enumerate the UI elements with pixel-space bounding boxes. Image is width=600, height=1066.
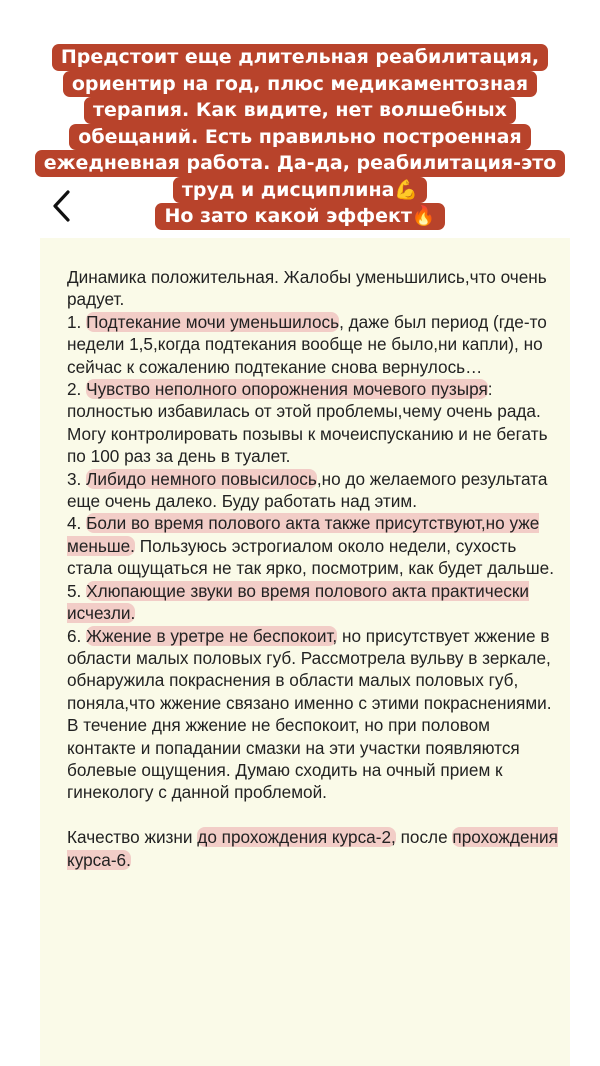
item-text: Пользуюсь эстрогиалом около недели, сухость стала ощущаться не так ярко, посмотрим, как будет дальше.: [67, 535, 555, 579]
item-number: 5.: [67, 580, 87, 601]
highlighted-text: Либидо немного повысилось: [86, 468, 317, 489]
caption-line: ежедневная работа. Да-да, реабилитация-это: [35, 150, 566, 177]
highlighted-text: Жжение в уретре не беспокоит,: [86, 625, 338, 646]
complaint-item-2: [67, 378, 559, 468]
highlighted-text: Хлюпающие звуки во время полового акта практически исчезли.: [67, 580, 529, 624]
highlighted-text: Боли во время полового акта также присутствуют,но уже меньше.: [67, 513, 540, 556]
caption-line: Предстоит еще длительная реабилитация,: [52, 44, 548, 71]
paragraph-gap: [67, 804, 559, 826]
item-number: 1.: [67, 311, 87, 332]
message-intro: Динамика положительная. Жалобы уменьшились,что очень радует.: [67, 267, 547, 310]
item-number: 6.: [67, 625, 87, 646]
caption-line: обещаний. Есть правильно построенная: [69, 124, 530, 151]
item-text: , даже был период (где-то недели 1,5,когда подтекания вообще не было,ни капли), но сейчас к сожалению подтекание снова вернулось…: [67, 311, 547, 377]
complaint-item-4: [67, 512, 559, 579]
message-text: [67, 266, 559, 871]
story-caption: [0, 44, 600, 230]
complaint-item-5: [67, 580, 559, 625]
complaint-item-3: [67, 468, 559, 513]
item-text: : полностью избавилась от этой проблемы,чему очень рада. Могу контролировать позывы к мочеиспусканию и не бегать по 100 раз за день в туалет.: [67, 379, 548, 467]
caption-line: ориентир на год, плюс медикаментозная: [63, 71, 537, 98]
item-text: но присутствует жжение в области малых половых губ. Рассмотрела вульву в зеркале, обнаружила покраснения в области малых половых губ, поняла,что жжение связано именно с этими покраснениями. В течение дня жжение не беспокоит, но при половом контакте и попадании смазки на эти участки появляются болевые ощущения. Думаю сходить на очный прием к гинекологу с данной проблемой.: [67, 625, 552, 803]
highlighted-text: Подтекание мочи уменьшилось: [86, 311, 340, 332]
item-number: 3.: [67, 468, 87, 489]
quality-text: Качество жизни: [67, 827, 198, 848]
item-text: ,но до желаемого результата еще очень далеко. Буду работать над этим.: [67, 468, 548, 512]
item-number: 4.: [67, 513, 87, 534]
message-card: [40, 238, 570, 1066]
caption-line: Но зато какой эффект🔥: [155, 203, 444, 230]
item-number: 2.: [67, 379, 87, 400]
caption-line: терапия. Как видите, нет волшебных: [84, 97, 516, 124]
caption-line: труд и дисциплина💪: [173, 177, 427, 204]
highlighted-text: до прохождения курса-2,: [197, 827, 396, 848]
complaint-item-1: [67, 311, 559, 378]
complaint-item-6: [67, 625, 559, 804]
quality-of-life: [67, 826, 559, 871]
highlighted-text: Чувство неполного опорожнения мочевого пузыря: [86, 379, 488, 400]
highlighted-text: прохождения курса-6.: [67, 827, 558, 870]
quality-text: после: [395, 827, 453, 848]
